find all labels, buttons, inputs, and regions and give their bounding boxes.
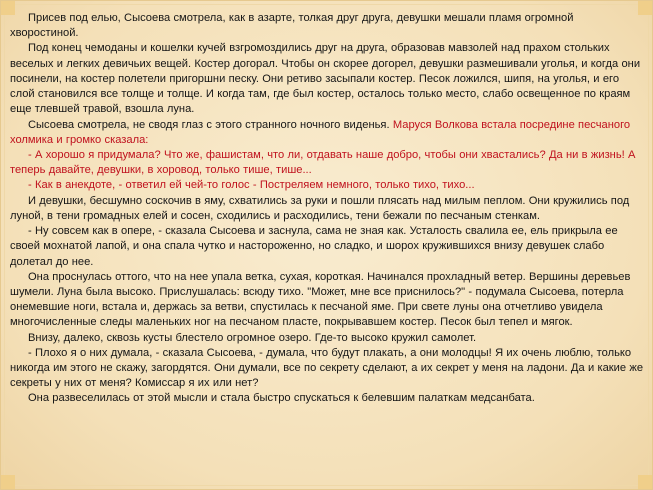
paragraph: Внизу, далеко, сквозь кусты блестело огромное озеро. Где-то высоко кружил самолет. [28, 331, 477, 344]
highlighted-dialogue: - Как в анекдоте, - ответил ей чей-то голос - Постреляем немного, только тихо, тихо... [28, 179, 475, 192]
highlighted-dialogue: Маруся Волкова встала посредине песчаного холмика и громко сказала: [10, 118, 631, 146]
paragraph: - Ну совсем как в опере, - сказала Сысоева и заснула, сама не зная как. Усталость свалила ее, ель прикрыла ее своей мохнатой лапой, и она спала чутко и настороженно, но сладко, и шорох кружившихся внизу девушек слабо долетал до нее. [10, 225, 618, 268]
highlighted-dialogue: - А хорошо я придумала? Что же, фашистам, что ли, отдавать наше добро, чтобы они хвастались? Да ни в жизнь! А теперь давайте, девушки, в хоровод, только тише, тише... [10, 148, 636, 177]
paragraph [10, 118, 645, 148]
paragraph-text: Сысоева смотрела, не сводя глаз с этого странного ночного виденья. [28, 118, 393, 131]
paragraph: - Плохо я о них думала, - сказала Сысоева, - думала, что будут плакать, а они молодцы! Я их очень люблю, только никогда им этого не скажу, загордятся. Они думали, все по секрету сделают, а их секрет у меня на ладони. Да и какие же секреты у них от меня? Комиссар я их или нет? [10, 346, 644, 390]
paragraph: Она проснулась оттого, что на нее упала ветка, сухая, короткая. Начинался прохладный ветер. Вершины деревьев шумели. Луна была высоко. Прислушалась: всюду тихо. "Может, мне все приснилось?" - подумала Сысоева, потерла онемевшие ноги, встала и, держась за ветви, спустилась к песчаной яме. При свете луны она отчетливо увидела многочисленные следы маленьких ног на песчаном пласте, покрывавшем костер. Песок был тепел и мягок. [10, 270, 631, 329]
paragraph: Присев под елью, Сысоева смотрела, как в азарте, толкая друг друга, девушки мешали пламя огромной хворостиной. [10, 12, 574, 40]
paragraph: Она развеселилась от этой мысли и стала быстро спускаться к белевшим палаткам медсанбата. [28, 392, 535, 405]
story-text-box [6, 11, 649, 481]
paragraph: И девушки, бесшумно соскочив в яму, схватились за руки и пошли плясать над милым пеплом. Они кружились под луной, в тени громадных елей и сосен, сходились и расходились, тени бежали по песчаным стенкам. [10, 194, 630, 222]
paragraph: Под конец чемоданы и кошелки кучей взгромоздились друг на друга, образовав мавзолей над прахом стольких веселых и легких девичьих вещей. Костер догорал. Чтобы он скорее догорел, девушки размешивали уголья, и когда они посинели, на костер полетели пригоршни песку. Они ретиво засыпали костер. Песок ложился, шипя, на уголья, и его слой становился все толще и толще. И когда там, где был костер, осталось только место, слабо освещенное по краям еще тлевшей травой, взошла луна. [10, 42, 641, 116]
